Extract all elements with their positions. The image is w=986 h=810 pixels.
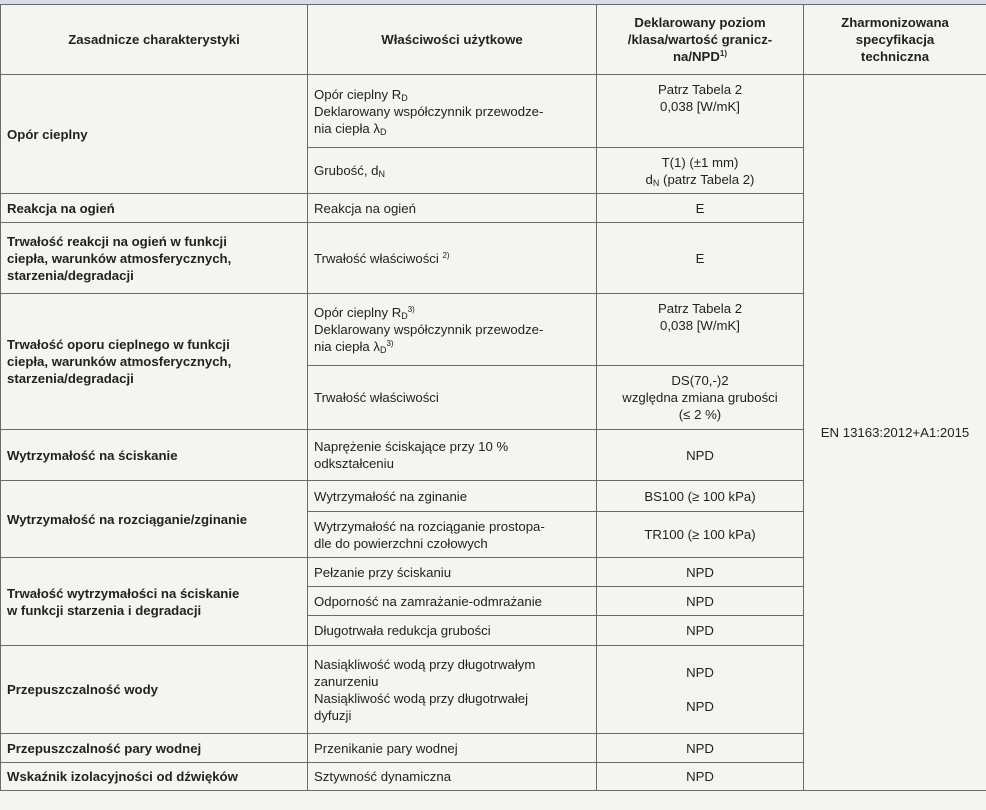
value-cell: NPD [597, 587, 804, 616]
characteristic-cell: Przepuszczalność pary wodnej [1, 734, 308, 763]
characteristic-cell: Wytrzymałość na rozciąganie/zginanie [1, 481, 308, 558]
property-cell: Opór cieplny $R_D^{3)}$ Deklarowany współczynnik przewodze- nia ciepła $\lambda_D^{3)}$ [308, 294, 597, 366]
property-cell: Wytrzymałość na zginanie [308, 481, 597, 512]
characteristic-cell: Trwałość oporu cieplnego w funkcji ciepła, warunków atmosferycznych, starzenia/degradacji [1, 294, 308, 430]
property-cell: Sztywność dynamiczna [308, 763, 597, 791]
property-cell: Przenikanie pary wodnej [308, 734, 597, 763]
value-cell: NPD NPD [597, 646, 804, 734]
value-cell: NPD [597, 763, 804, 791]
value-cell: E [597, 194, 804, 223]
property-cell: Nasiąkliwość wodą przy długotrwałym zanurzeniu Nasiąkliwość wodą przy długotrwałej dyfuzji [308, 646, 597, 734]
property-cell: Naprężenie ściskające przy 10 % odkształceniu [308, 430, 597, 481]
value-cell: NPD [597, 430, 804, 481]
property-cell: Trwałość właściwości [308, 366, 597, 430]
value-cell: E [597, 223, 804, 294]
harmonized-spec-cell: EN 13163:2012+A1:2015 [804, 75, 986, 791]
value-cell: Patrz Tabela 2 0,038 [W/mK] [597, 294, 804, 366]
characteristic-cell: Trwałość reakcji na ogień w funkcji ciepła, warunków atmosferycznych, starzenia/degradacji [1, 223, 308, 294]
property-cell: Pełzanie przy ściskaniu [308, 558, 597, 587]
header-harmonized-spec: Zharmonizowana specyfikacja techniczna [804, 5, 986, 75]
property-cell: Reakcja na ogień [308, 194, 597, 223]
property-cell: Wytrzymałość na rozciąganie prostopa- dle do powierzchni czołowych [308, 512, 597, 558]
property-cell: Trwałość właściwości $^{2)}$ [308, 223, 597, 294]
header-declared-level: Deklarowany poziom /klasa/wartość granicz- na/NPD$^{1)}$ [597, 5, 804, 75]
footnote-1: 1) [719, 49, 728, 58]
characteristic-cell: Wskaźnik izolacyjności od dźwięków [1, 763, 308, 791]
characteristic-cell: Reakcja na ogień [1, 194, 308, 223]
header-row [1, 5, 986, 75]
property-cell: Opór cieplny $R_D$ Deklarowany współczynnik przewodze- nia ciepła $\lambda_D$ [308, 75, 597, 148]
value-cell: BS100 (≥ 100 kPa) [597, 481, 804, 512]
characteristics-table [0, 4, 986, 791]
characteristic-cell: Trwałość wytrzymałości na ściskanie w funkcji starzenia i degradacji [1, 558, 308, 646]
header-performance: Właściwości użytkowe [308, 5, 597, 75]
value-cell: T(1) (±1 mm) $d_N$ (patrz Tabela 2) [597, 148, 804, 194]
value-cell: NPD [597, 616, 804, 646]
header-essential-characteristics: Zasadnicze charakterystyki [1, 5, 308, 75]
characteristic-cell: Przepuszczalność wody [1, 646, 308, 734]
characteristic-cell: Opór cieplny [1, 75, 308, 194]
value-cell: NPD [597, 558, 804, 587]
value-cell: TR100 (≥ 100 kPa) [597, 512, 804, 558]
characteristic-cell: Wytrzymałość na ściskanie [1, 430, 308, 481]
property-cell: Długotrwała redukcja grubości [308, 616, 597, 646]
property-cell: Grubość, $d_N$ [308, 148, 597, 194]
value-cell: NPD [597, 734, 804, 763]
value-cell: DS(70,-)2 względna zmiana grubości (≤ 2 %) [597, 366, 804, 430]
property-cell: Odporność na zamrażanie-odmrażanie [308, 587, 597, 616]
table-row [1, 75, 986, 148]
value-cell: Patrz Tabela 2 0,038 [W/mK] [597, 75, 804, 148]
